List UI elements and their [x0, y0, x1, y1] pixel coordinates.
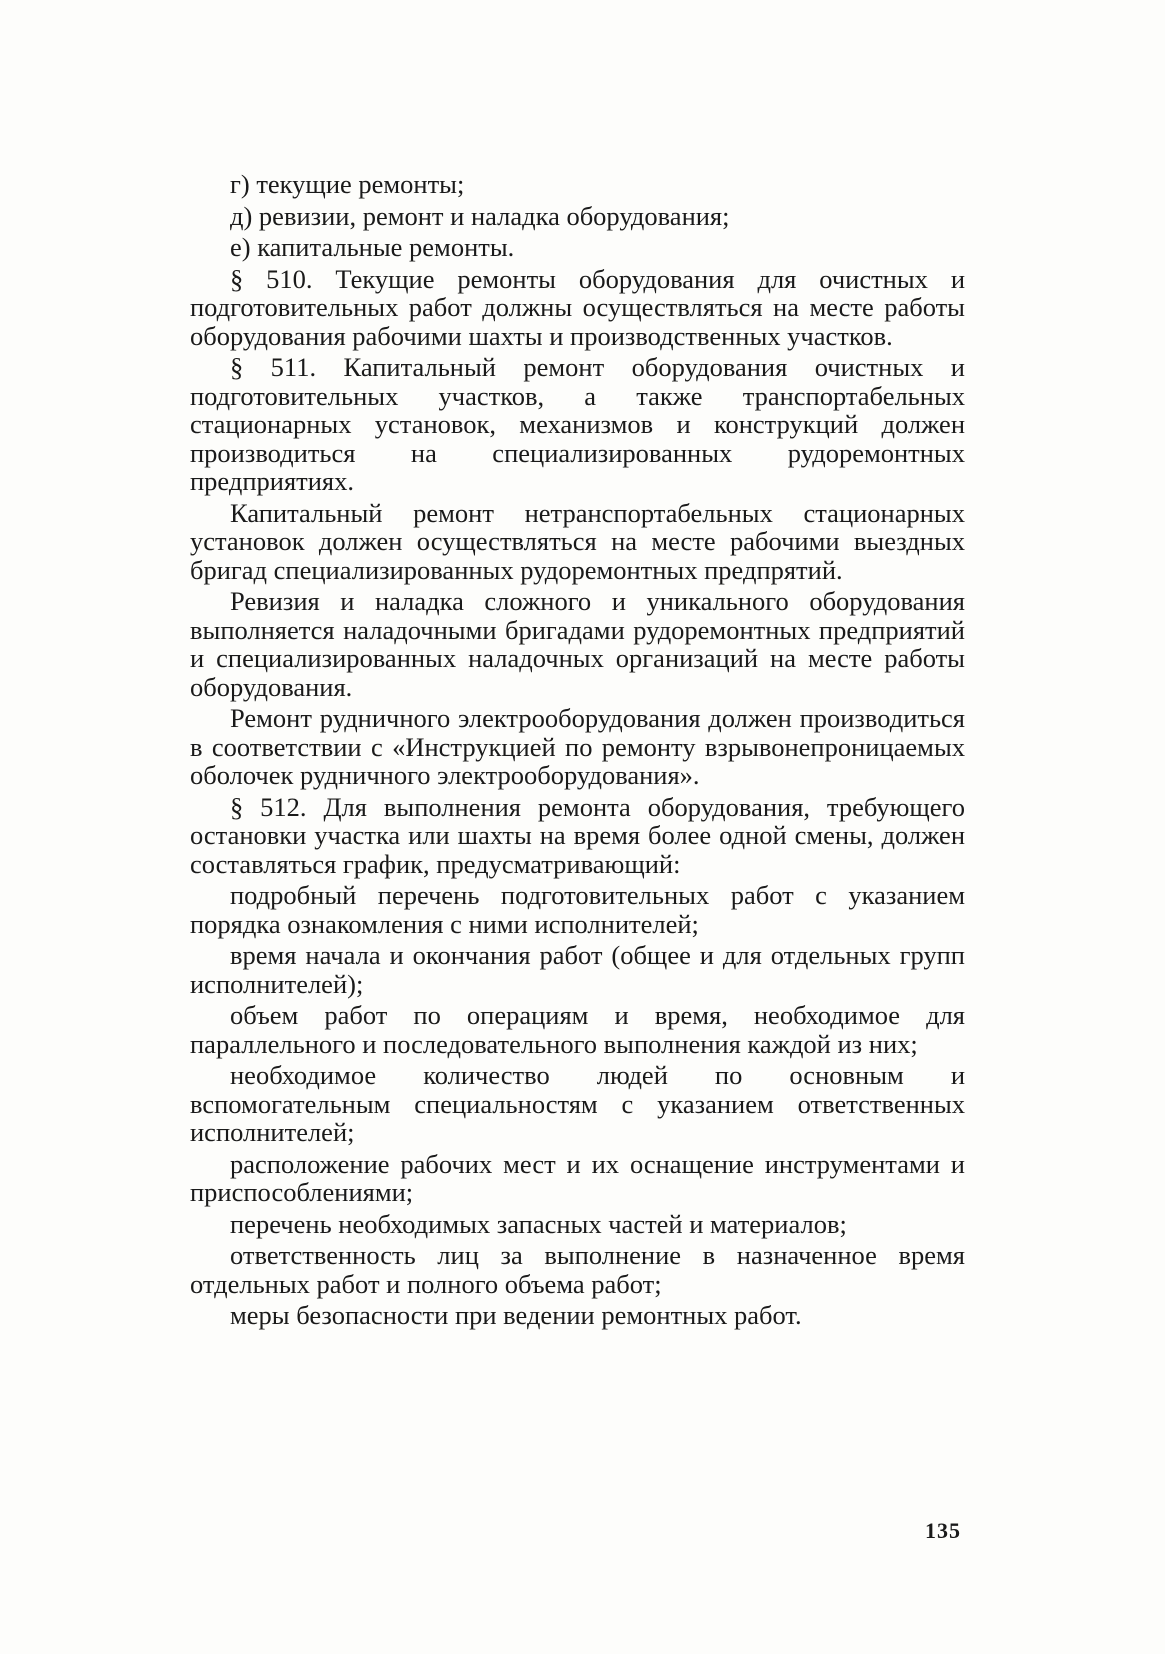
schedule-item: ответственность лиц за выполнение в назначенное время отдельных работ и полного объема работ; [190, 1240, 965, 1299]
paragraph-revision: Ревизия и наладка сложного и уникального оборудования выполняется наладочными бригадами рудоремонтных предприятий и специализированных наладочных организаций на месте работы оборудования. [190, 586, 965, 702]
schedule-item: необходимое количество людей по основным и вспомогательным специальностям с указанием ответственных исполнителей; [190, 1060, 965, 1147]
paragraph-electrical-repair: Ремонт рудничного электрооборудования должен производиться в соответствии с «Инструкцией по ремонту взрывонепроницаемых оболочек рудничного электрооборудования». [190, 703, 965, 790]
paragraph-capital-repair: Капитальный ремонт нетранспортабельных стационарных установок должен осуществляться на месте рабочими выездных бригад специализированных рудоремонтных предпрятий. [190, 497, 965, 585]
schedule-item: объем работ по операциям и время, необходимое для параллельного и последовательного выполнения каждой из них; [190, 1000, 965, 1059]
body-text [190, 170, 965, 1333]
schedule-item: меры безопасности при ведении ремонтных работ. [230, 1300, 802, 1330]
section-512: § 512. Для выполнения ремонта оборудования, требующего остановки участка или шахты на время более одной смены, должен составляться график, предусматривающий: [190, 791, 965, 879]
schedule-item: расположение рабочих мест и их оснащение инструментами и приспособлениями; [190, 1148, 965, 1207]
section-510: § 510. Текущие ремонты оборудования для очистных и подготовительных работ должны осуществляться на месте работы оборудования рабочими шахты и производственных участков. [190, 263, 965, 351]
schedule-item: время начала и окончания работ (общее и для отдельных групп исполнителей); [190, 940, 965, 999]
schedule-item: подробный перечень подготовительных работ с указанием порядка ознакомления с ними исполнителей; [190, 880, 965, 939]
schedule-item: перечень необходимых запасных частей и материалов; [230, 1208, 847, 1239]
list-item-d: д) ревизии, ремонт и наладка оборудования; [230, 200, 730, 231]
list-item-g: г) текущие ремонты; [230, 169, 465, 199]
page-number: 135 [925, 1518, 961, 1543]
section-511: § 511. Капитальный ремонт оборудования очистных и подготовительных участков, а также транспортабельных стационарных установок, механизмов и конструкций должен производиться на специализированных рудоремонтных предприятиях. [190, 352, 965, 496]
list-item-e: е) капитальные ремонты. [230, 232, 515, 262]
